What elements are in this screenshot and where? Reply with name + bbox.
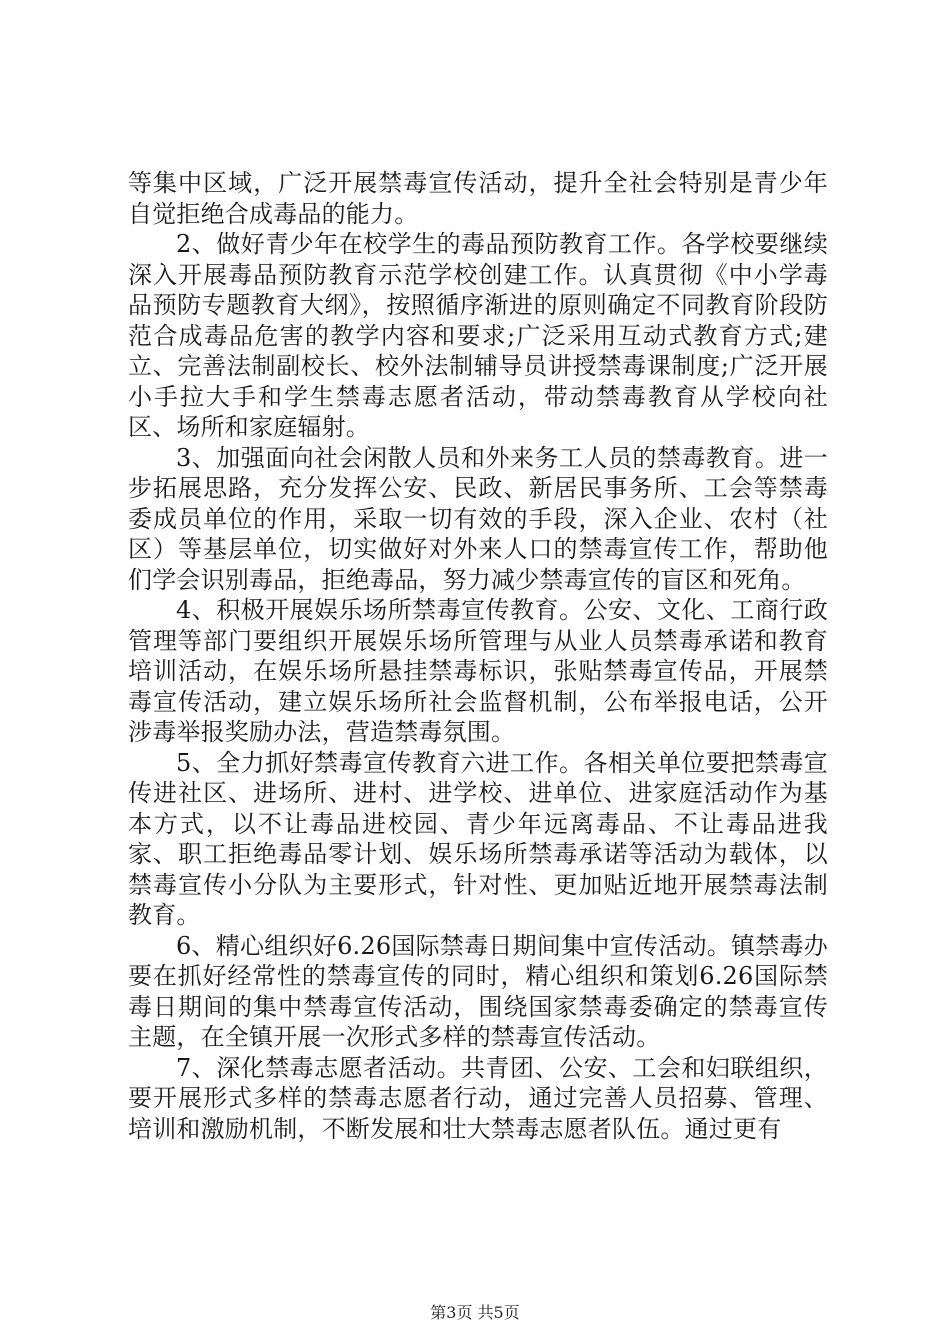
paragraph-item-7: 7、深化禁毒志愿者活动。共青团、公安、工会和妇联组织，要开展形式多样的禁毒志愿者行动，通过完善人员招募、管理、培训和激励机制，不断发展和壮大禁毒志愿者队伍。通过更有 — [128, 1053, 828, 1143]
paragraph-item-3: 3、加强面向社会闲散人员和外来务工人员的禁毒教育。进一步拓展思路，充分发挥公安、民政、新居民事务所、工会等禁毒委成员单位的作用，采取一切有效的手段，深入企业、农村（社区）等基层单位，切实做好对外来人口的禁毒宣传工作，帮助他们学会识别毒品，拒绝毒品，努力减少禁毒宣传的盲区和死角。 — [128, 443, 828, 594]
paragraph-item-2: 2、做好青少年在校学生的毒品预防教育工作。各学校要继续深入开展毒品预防教育示范学校创建工作。认真贯彻《中小学毒品预防专题教育大纲》，按照循序渐进的原则确定不同教育阶段防范合成毒品危害的教学内容和要求;广泛采用互动式教育方式;建立、完善法制副校长、校外法制辅导员讲授禁毒课制度;广泛开展小手拉大手和学生禁毒志愿者活动，带动禁毒教育从学校向社区、场所和家庭辐射。 — [128, 230, 828, 441]
page-footer: 第3页 共5页 — [430, 1303, 520, 1322]
paragraph-item-6: 6、精心组织好6.26国际禁毒日期间集中宣传活动。镇禁毒办要在抓好经常性的禁毒宣传的同时，精心组织和策划6.26国际禁毒日期间的集中禁毒宣传活动，围绕国家禁毒委确定的禁毒宣传主题，在全镇开展一次形式多样的禁毒宣传活动。 — [128, 931, 828, 1051]
document-body — [128, 168, 828, 1144]
paragraph-item-5: 5、全力抓好禁毒宣传教育六进工作。各相关单位要把禁毒宣传进社区、进场所、进村、进学校、进单位、进家庭活动作为基本方式，以不让毒品进校园、青少年远离毒品、不让毒品进我家、职工拒绝毒品零计划、娱乐场所禁毒承诺等活动为载体，以禁毒宣传小分队为主要形式，针对性、更加贴近地开展禁毒法制教育。 — [128, 748, 828, 929]
paragraph-continuation: 等集中区域，广泛开展禁毒宣传活动，提升全社会特别是青少年自觉拒绝合成毒品的能力。 — [128, 169, 828, 228]
paragraph-item-4: 4、积极开展娱乐场所禁毒宣传教育。公安、文化、工商行政管理等部门要组织开展娱乐场所管理与从业人员禁毒承诺和教育培训活动，在娱乐场所悬挂禁毒标识，张贴禁毒宣传品，开展禁毒宣传活动，建立娱乐场所社会监督机制，公布举报电话，公开涉毒举报奖励办法，营造禁毒氛围。 — [128, 596, 828, 746]
